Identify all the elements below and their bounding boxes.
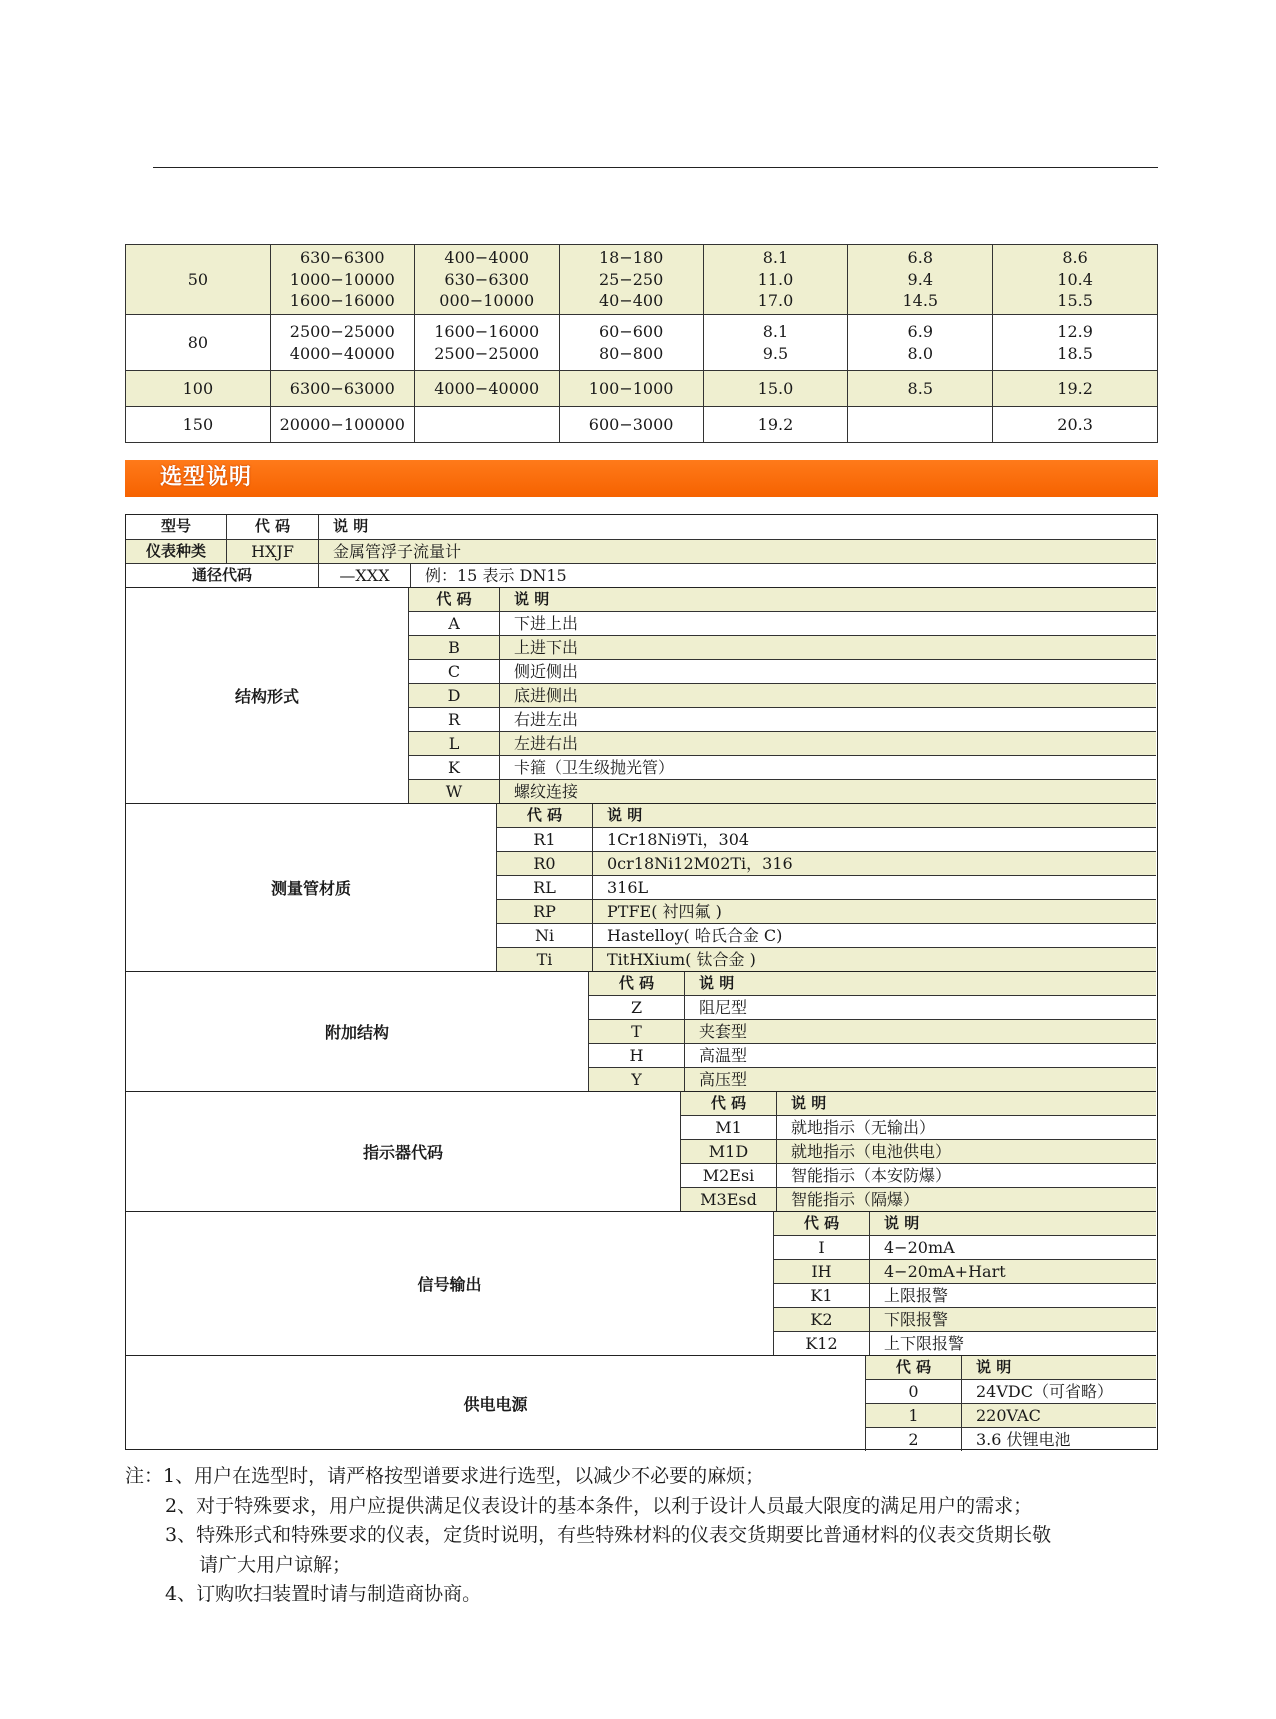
- value-cell: [559, 407, 703, 443]
- option-code: 0: [908, 1382, 919, 1401]
- value-line: 15.5: [1057, 291, 1093, 311]
- value-line: 4000−40000: [289, 343, 395, 363]
- section-title: 选型说明: [160, 465, 253, 490]
- value-cell: [703, 315, 848, 371]
- note-3: 3、特殊形式和特殊要求的仪表，定货时说明，有些特殊材料的仪表交货期要比普通材料的仪表交货期长敬: [165, 1524, 1052, 1546]
- option-desc: 左进右出: [499, 732, 1156, 755]
- group-label: 供电电源: [126, 1355, 866, 1451]
- bore-code-row: [126, 563, 1156, 587]
- value-cell: [993, 407, 1158, 443]
- option-code: K1: [810, 1286, 833, 1305]
- value-line: 9.4: [907, 269, 933, 289]
- instrument-type-desc: 金属管浮子流量计: [318, 540, 1156, 563]
- option-desc: 0cr18Ni12M02Ti，316: [592, 852, 1156, 875]
- option-desc: 3.6 伏锂电池: [961, 1428, 1156, 1451]
- option-desc: 高压型: [684, 1068, 1156, 1091]
- option-desc: TitHXium( 钛合金 ): [592, 948, 1156, 971]
- option-code: H: [629, 1046, 644, 1065]
- option-desc: 智能指示（隔爆）: [776, 1188, 1156, 1211]
- option-desc: 316L: [592, 876, 1156, 899]
- dn-cell: 150: [126, 407, 271, 443]
- desc-header: 说 明: [961, 1356, 1156, 1379]
- value-line: 17.0: [757, 291, 794, 311]
- option-code: K12: [805, 1334, 838, 1353]
- option-row: [409, 611, 1156, 635]
- spec-row: [126, 407, 1158, 443]
- section-banner: [125, 460, 1158, 497]
- instrument-type-label: 仪表种类: [145, 542, 206, 560]
- value-cell: [993, 315, 1158, 371]
- value-cell: [703, 371, 848, 407]
- option-row: [866, 1403, 1156, 1427]
- value-line: 1600−16000: [289, 291, 395, 311]
- value-line: 100−1000: [588, 378, 674, 398]
- option-desc: 就地指示（无输出）: [776, 1116, 1156, 1139]
- option-desc: 智能指示（本安防爆）: [776, 1164, 1156, 1187]
- header-rule: [153, 167, 1158, 168]
- option-row: [497, 923, 1156, 947]
- value-line: 600−3000: [588, 414, 674, 434]
- option-code: T: [631, 1022, 642, 1041]
- instrument-type-row: [126, 539, 1156, 563]
- option-row: [497, 899, 1156, 923]
- option-row: [774, 1235, 1156, 1259]
- option-code: K2: [810, 1310, 833, 1329]
- option-row: [589, 995, 1156, 1019]
- option-desc: 右进左出: [499, 708, 1156, 731]
- value-cell: [559, 245, 703, 315]
- value-line: 18.5: [1057, 343, 1093, 363]
- option-code: C: [447, 662, 461, 681]
- value-line: 8.0: [907, 343, 933, 363]
- header-code: 代 码: [226, 515, 318, 539]
- option-desc: 4−20mA+Hart: [869, 1260, 1156, 1283]
- option-row: [681, 1139, 1156, 1163]
- option-row: [681, 1187, 1156, 1211]
- bore-code-code: —XXX: [318, 564, 410, 587]
- header-model: 型号: [160, 517, 191, 535]
- value-line: 15.0: [757, 378, 794, 398]
- selection-header-row: [126, 515, 1156, 539]
- option-desc: 阻尼型: [684, 996, 1156, 1019]
- group-label: 结构形式: [126, 587, 409, 803]
- option-row: [409, 683, 1156, 707]
- option-desc: 下进上出: [499, 612, 1156, 635]
- value-cell: [414, 371, 559, 407]
- instrument-type-code: HXJF: [226, 540, 318, 563]
- option-desc: 1Cr18Ni9Ti，304: [592, 828, 1156, 851]
- option-row: [409, 755, 1156, 779]
- value-line: 8.1: [762, 248, 789, 268]
- code-header: 代 码: [710, 1094, 747, 1112]
- group-header-row: [589, 971, 1156, 995]
- group-header-row: [681, 1091, 1156, 1115]
- bore-code-desc: 例：15 表示 DN15: [410, 564, 1156, 587]
- option-row: [409, 659, 1156, 683]
- option-row: [774, 1259, 1156, 1283]
- value-cell: [270, 371, 414, 407]
- value-line: 20000−100000: [279, 414, 405, 434]
- option-row: [409, 731, 1156, 755]
- dn-cell: 50: [126, 245, 271, 315]
- option-code: 2: [908, 1430, 919, 1449]
- group-header-row: [497, 803, 1156, 827]
- value-cell: [848, 371, 993, 407]
- value-line: 6300−63000: [289, 378, 395, 398]
- value-line: 6.9: [907, 322, 933, 341]
- option-desc: 上进下出: [499, 636, 1156, 659]
- notes: [125, 1462, 1165, 1610]
- dn-cell: 80: [126, 315, 271, 371]
- note-3-cont: 请广大用户谅解；: [199, 1553, 352, 1576]
- option-row: [497, 947, 1156, 971]
- value-cell: [559, 315, 703, 371]
- group-label: 信号输出: [126, 1211, 774, 1355]
- group-label: 指示器代码: [126, 1091, 681, 1211]
- value-line: 19.2: [1057, 378, 1093, 398]
- option-code: W: [445, 782, 463, 801]
- option-code: L: [448, 734, 460, 753]
- value-cell: [414, 407, 559, 443]
- option-row: [866, 1427, 1156, 1451]
- option-desc: 夹套型: [684, 1020, 1156, 1043]
- value-cell: [993, 371, 1158, 407]
- bore-code-label: 通径代码: [191, 566, 252, 584]
- option-code: A: [448, 614, 460, 633]
- desc-header: 说 明: [592, 804, 1156, 827]
- option-row: [589, 1043, 1156, 1067]
- option-row: [497, 851, 1156, 875]
- option-desc: 上限报警: [869, 1284, 1156, 1307]
- value-line: 630−6300: [444, 269, 530, 289]
- option-code: Y: [631, 1070, 642, 1089]
- option-code: IH: [811, 1262, 832, 1281]
- option-desc: 就地指示（电池供电）: [776, 1140, 1156, 1163]
- value-line: 12.9: [1057, 322, 1093, 341]
- spec-row: [126, 245, 1158, 315]
- note-4: 4、订购吹扫装置时请与制造商协商。: [165, 1583, 482, 1605]
- option-desc: PTFE( 衬四氟 ): [592, 900, 1156, 923]
- value-cell: [270, 315, 414, 371]
- desc-header: 说 明: [499, 588, 1156, 611]
- option-desc: 高温型: [684, 1044, 1156, 1067]
- option-code: 1: [908, 1406, 919, 1425]
- option-code: I: [818, 1238, 825, 1257]
- code-header: 代 码: [436, 590, 472, 608]
- desc-header: 说 明: [684, 972, 1156, 995]
- option-row: [589, 1019, 1156, 1043]
- value-line: 2500−25000: [289, 322, 395, 341]
- value-cell: [703, 245, 848, 315]
- value-cell: [414, 245, 559, 315]
- note-2: 2、对于特殊要求，用户应提供满足仪表设计的基本条件，以利于设计人员最大限度的满足用户的需求；: [165, 1494, 1033, 1517]
- code-header: 代 码: [803, 1214, 840, 1232]
- value-cell: [848, 407, 993, 443]
- option-code: K: [448, 758, 460, 777]
- value-line: 9.5: [762, 343, 789, 363]
- option-row: [774, 1283, 1156, 1307]
- header-desc: 说 明: [318, 515, 1156, 539]
- value-line: 6.8: [907, 248, 933, 268]
- value-line: 4000−40000: [434, 378, 540, 398]
- option-code: R1: [533, 830, 556, 849]
- value-line: 80−800: [598, 343, 664, 363]
- note-1: 注：1、用户在选型时，请严格按型谱要求进行选型，以减少不必要的麻烦；: [125, 1465, 765, 1487]
- option-row: [589, 1067, 1156, 1091]
- group-header-row: [866, 1355, 1156, 1379]
- value-cell: [848, 315, 993, 371]
- option-code: Ni: [534, 926, 555, 945]
- desc-header: 说 明: [869, 1212, 1156, 1235]
- option-row: [497, 875, 1156, 899]
- option-desc: 螺纹连接: [499, 780, 1156, 803]
- option-row: [774, 1307, 1156, 1331]
- option-code: M1D: [708, 1142, 749, 1161]
- option-code: R: [447, 710, 461, 729]
- option-code: M3Esd: [700, 1190, 757, 1209]
- group-label: 测量管材质: [126, 803, 497, 971]
- group-label: 附加结构: [126, 971, 589, 1091]
- flow-range-table: [125, 244, 1158, 443]
- value-line: 18−180: [598, 248, 664, 268]
- option-code: RP: [533, 902, 556, 921]
- option-desc: 24VDC（可省略）: [961, 1380, 1156, 1403]
- option-code: R0: [533, 854, 556, 873]
- code-header: 代 码: [895, 1358, 932, 1376]
- value-cell: [703, 407, 848, 443]
- option-code: RL: [533, 878, 556, 897]
- option-row: [774, 1331, 1156, 1355]
- option-code: Z: [630, 998, 643, 1017]
- value-cell: [559, 371, 703, 407]
- option-code: Ti: [536, 950, 553, 969]
- value-line: 000−10000: [439, 291, 535, 311]
- desc-header: 说 明: [776, 1092, 1156, 1115]
- value-line: 8.1: [762, 322, 789, 341]
- value-line: 60−600: [598, 322, 664, 341]
- option-row: [409, 635, 1156, 659]
- option-row: [409, 707, 1156, 731]
- value-line: 11.0: [757, 269, 794, 289]
- option-desc: 侧近侧出: [499, 660, 1156, 683]
- value-line: 2500−25000: [434, 343, 540, 363]
- option-desc: 4−20mA: [869, 1236, 1156, 1259]
- spec-row: [126, 371, 1158, 407]
- value-line: 10.4: [1057, 269, 1093, 289]
- dn-cell: 100: [126, 371, 271, 407]
- option-desc: 220VAC: [961, 1404, 1156, 1427]
- option-code: M1: [715, 1118, 742, 1137]
- option-desc: 卡箍（卫生级抛光管）: [499, 756, 1156, 779]
- group-header-row: [409, 587, 1156, 611]
- option-desc: 下限报警: [869, 1308, 1156, 1331]
- option-code: M2Esi: [702, 1166, 755, 1185]
- value-cell: [270, 407, 414, 443]
- value-cell: [414, 315, 559, 371]
- value-line: 1000−10000: [289, 269, 395, 289]
- code-header: 代 码: [618, 974, 655, 992]
- value-line: 14.5: [902, 291, 939, 311]
- option-row: [681, 1163, 1156, 1187]
- option-desc: 上下限报警: [869, 1332, 1156, 1355]
- value-cell: [270, 245, 414, 315]
- value-line: 400−4000: [444, 248, 530, 268]
- value-cell: [993, 245, 1158, 315]
- value-line: 1600−16000: [434, 322, 540, 341]
- option-row: [681, 1115, 1156, 1139]
- value-line: 20.3: [1057, 414, 1093, 434]
- value-line: 630−6300: [299, 248, 385, 268]
- option-code: B: [448, 638, 460, 657]
- value-cell: [848, 245, 993, 315]
- value-line: 8.5: [907, 378, 933, 398]
- value-line: 19.2: [757, 414, 794, 434]
- option-row: [497, 827, 1156, 851]
- spec-row: [126, 315, 1158, 371]
- option-desc: 底进侧出: [499, 684, 1156, 707]
- code-header: 代 码: [526, 806, 563, 824]
- value-line: 8.6: [1062, 248, 1088, 268]
- value-line: 40−400: [598, 291, 664, 311]
- group-header-row: [774, 1211, 1156, 1235]
- option-row: [866, 1379, 1156, 1403]
- value-line: 25−250: [598, 269, 664, 289]
- selection-table: [125, 514, 1158, 1450]
- option-desc: Hastelloy( 哈氏合金 C): [592, 924, 1156, 947]
- option-row: [409, 779, 1156, 803]
- option-code: D: [447, 686, 461, 705]
